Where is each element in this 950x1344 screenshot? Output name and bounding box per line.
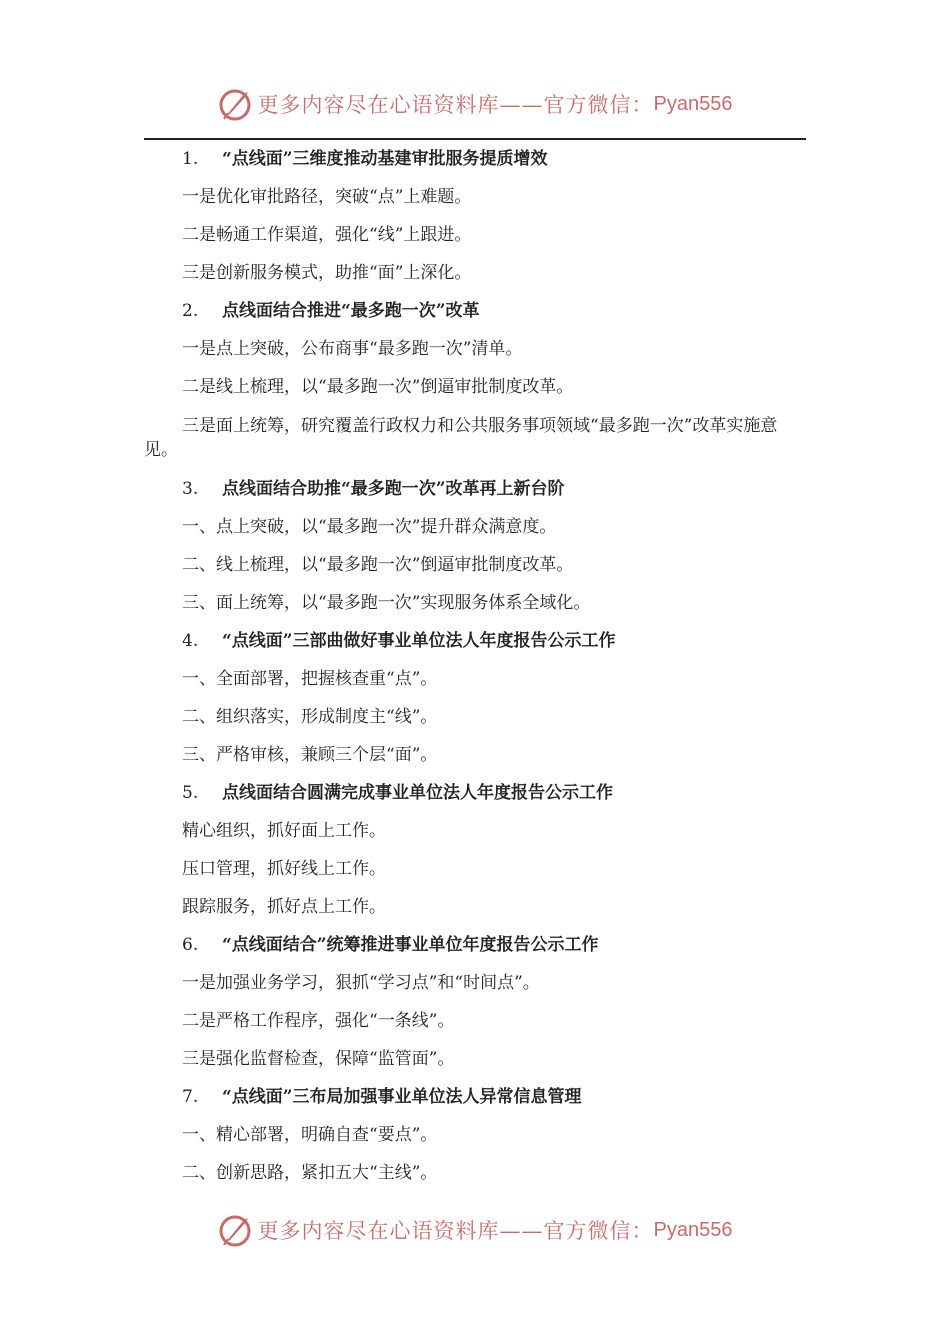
footer-banner	[0, 1210, 950, 1250]
section-heading	[144, 148, 806, 170]
section-number: 2.	[182, 301, 199, 321]
paragraph: 跟踪服务，抓好点上工作。	[182, 897, 386, 917]
quill-logo-icon	[218, 1212, 254, 1248]
section-heading	[144, 300, 806, 322]
paragraph: 二是线上梳理，以“最多跑一次”倒逼审批制度改革。	[182, 377, 574, 397]
paragraph: 一是点上突破，公布商事“最多跑一次”清单。	[182, 339, 523, 359]
section-heading	[144, 782, 806, 804]
paragraph: 压口管理，抓好线上工作。	[182, 859, 386, 879]
banner-wechat-id: Pyan556	[653, 92, 733, 115]
header-divider	[144, 138, 806, 140]
paragraph: 精心组织，抓好面上工作。	[182, 821, 386, 841]
document-body	[144, 144, 806, 1200]
paragraph: 一是优化审批路径，突破“点”上难题。	[182, 187, 472, 207]
paragraph: 三、面上统筹，以“最多跑一次”实现服务体系全域化。	[182, 593, 591, 613]
paragraph: 一是加强业务学习，狠抓“学习点”和“时间点”。	[182, 973, 540, 993]
section-heading	[144, 630, 806, 652]
header-banner	[0, 84, 950, 124]
paragraph: 二是严格工作程序，强化“一条线”。	[182, 1011, 455, 1031]
section-number: 1.	[182, 149, 199, 169]
section-number: 6.	[182, 935, 199, 955]
paragraph: 三、严格审核，兼顾三个层“面”。	[182, 745, 438, 765]
banner-text: 更多内容尽在心语资料库——官方微信：	[257, 93, 654, 117]
paragraph: 一、精心部署，明确自查“要点”。	[182, 1125, 438, 1145]
section-title: “点线面结合”统筹推进事业单位年度报告公示工作	[222, 935, 599, 955]
paragraph: 一、全面部署，把握核查重“点”。	[182, 669, 438, 689]
section-title: 点线面结合助推“最多跑一次”改革再上新台阶	[222, 479, 565, 499]
section-heading	[144, 934, 806, 956]
banner-text: 更多内容尽在心语资料库——官方微信：	[257, 1219, 654, 1243]
section-title: “点线面”三布局加强事业单位法人异常信息管理	[222, 1087, 582, 1107]
section-number: 5.	[182, 783, 199, 803]
section-title: 点线面结合推进“最多跑一次”改革	[222, 301, 480, 321]
paragraph: 二、组织落实，形成制度主“线”。	[182, 707, 438, 727]
paragraph: 三是强化监督检查，保障“监管面”。	[182, 1049, 455, 1069]
paragraph: 一、点上突破，以“最多跑一次”提升群众满意度。	[182, 517, 557, 537]
section-number: 4.	[182, 631, 199, 651]
quill-logo-icon	[218, 86, 254, 122]
section-title: “点线面”三部曲做好事业单位法人年度报告公示工作	[222, 631, 616, 651]
paragraph: 三是创新服务模式，助推“面”上深化。	[182, 263, 472, 283]
section-heading	[144, 1086, 806, 1108]
paragraph: 三是面上统筹，研究覆盖行政权力和公共服务事项领域“最多跑一次”改革实施意见。	[144, 416, 778, 460]
section-number: 7.	[182, 1087, 199, 1107]
paragraph: 二、创新思路，紧扣五大“主线”。	[182, 1163, 438, 1183]
section-number: 3.	[182, 479, 199, 499]
section-title: “点线面”三维度推动基建审批服务提质增效	[222, 149, 548, 169]
paragraph: 二、线上梳理，以“最多跑一次”倒逼审批制度改革。	[182, 555, 574, 575]
banner-wechat-id: Pyan556	[653, 1218, 733, 1241]
section-title: 点线面结合圆满完成事业单位法人年度报告公示工作	[222, 783, 613, 803]
section-heading	[144, 478, 806, 500]
paragraph: 二是畅通工作渠道，强化“线”上跟进。	[182, 225, 472, 245]
